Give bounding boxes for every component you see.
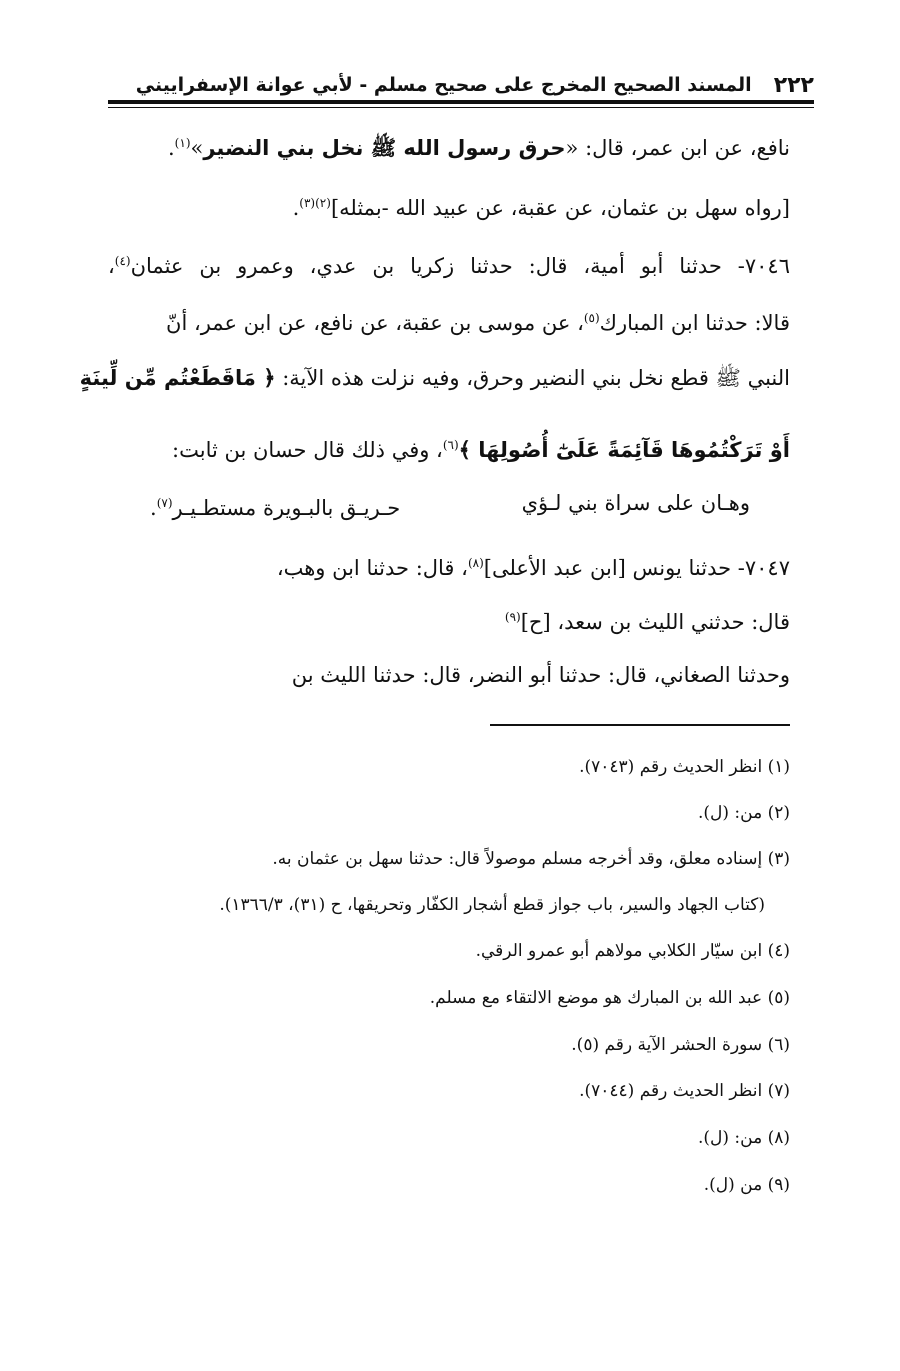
footnote-9: (٩) من (ل). [703, 1175, 790, 1195]
header-title: المسند الصحيح المخرج على صحيح مسلم - لأبي عوانة الإسفراييني [135, 74, 752, 96]
text-segment: ٧٠٤٧- حدثنا يونس [ابن عبد الأعلى] [483, 556, 790, 580]
text-segment: [رواه سهل بن عثمان، عن عقبة، عن عبيد الله -بمثله] [330, 196, 790, 220]
footnote-ref: (٦) [442, 438, 459, 452]
text-segment: ، وفي ذلك قال حسان بن ثابت: [172, 438, 443, 462]
text-line-8 [108, 548, 790, 583]
text-line-4 [108, 303, 790, 338]
footnote-ref: (٤) [114, 254, 131, 268]
text-line-9 [108, 602, 790, 637]
verse-hemistich-1: وهـان على سراة بني لـؤي [521, 491, 750, 515]
text-line-6 [108, 430, 790, 465]
text-segment: . [292, 196, 300, 220]
text-line-10 [108, 660, 790, 690]
footnote-ref: (٧) [156, 496, 173, 510]
text-segment: . [167, 136, 175, 160]
text-segment: قالا: حدثنا ابن المبارك [599, 311, 790, 335]
quoted-hadith: حرق رسول الله ﷺ نخل بني النضير [203, 136, 566, 160]
footnote-ref: (٨) [467, 556, 484, 570]
footnote-ref: (٢)(٣) [299, 196, 331, 210]
text-segment: ٧٠٤٦- حدثنا أبو أمية، قال: حدثنا زكريا بن عدي، وعمرو بن عثمان [130, 254, 790, 278]
footnote-6: (٦) سورة الحشر الآية رقم (٥). [571, 1035, 790, 1055]
footnote-1: (١) انظر الحديث رقم (٧٠٤٣). [579, 757, 790, 777]
text-line-3 [108, 246, 790, 281]
header-rule-thin [108, 107, 814, 108]
footnote-ref: (١) [174, 136, 191, 150]
footnote-4: (٤) ابن سيّار الكلابي مولاهم أبو عمرو الرقي. [475, 941, 790, 961]
running-header [108, 68, 814, 102]
footnote-3-continuation: (كتاب الجهاد والسير، باب جواز قطع أشجار الكفّار وتحريقها، ح (٣١)، ١٣٦٦/٣). [219, 895, 765, 915]
text-segment: ، قال: حدثنا ابن وهب، [276, 556, 468, 580]
text-segment: وحدثنا الصغاني، قال: حدثنا أبو النضر، قال: حدثنا الليث بن [291, 663, 790, 687]
footnote-separator [490, 724, 790, 726]
text-segment: النبي ﷺ قطع نخل بني النضير وحرق، وفيه نزلت هذه الآية: [275, 366, 790, 390]
text-line-1 [108, 128, 790, 163]
quran-verse: ﴿ مَاقَطَعْتُم مِّن لِّينَةٍ [79, 366, 276, 390]
text-segment: نافع، عن ابن عمر، قال: « [565, 136, 790, 160]
verse-hemistich-2 [150, 488, 400, 523]
page-number: ٢٢٢ [773, 72, 814, 98]
text-segment: ، [108, 254, 115, 278]
text-segment: . [150, 496, 157, 520]
text-segment: قال: حدثني الليث بن سعد، [ح] [520, 610, 790, 634]
footnote-2: (٢) من: (ل). [697, 803, 790, 823]
footnote-5: (٥) عبد الله بن المبارك هو موضع الالتقاء مع مسلم. [429, 988, 790, 1008]
text-segment: ، عن موسى بن عقبة، عن نافع، عن ابن عمر، أنّ [166, 311, 584, 335]
footnote-ref: (٩) [504, 610, 521, 624]
footnote-ref: (٥) [583, 311, 600, 325]
text-line-5 [79, 363, 790, 393]
header-rule-thick [108, 100, 814, 104]
text-segment: » [190, 136, 204, 160]
poetry-verse [150, 488, 750, 523]
text-line-2 [170, 188, 790, 223]
footnote-8: (٨) من: (ل). [697, 1128, 790, 1148]
footnote-7: (٧) انظر الحديث رقم (٧٠٤٤). [579, 1081, 790, 1101]
footnote-3: (٣) إسناده معلق، وقد أخرجه مسلم موصولاً قال: حدثنا سهل بن عثمان به. [272, 849, 790, 869]
quran-verse: أَوْ تَرَكْتُمُوهَا قَآئِمَةً عَلَىٰٓ أُصُولِهَا ﴾ [458, 438, 790, 462]
text-segment: حـريـق بالبـويرة مستطـيـر [172, 496, 401, 520]
